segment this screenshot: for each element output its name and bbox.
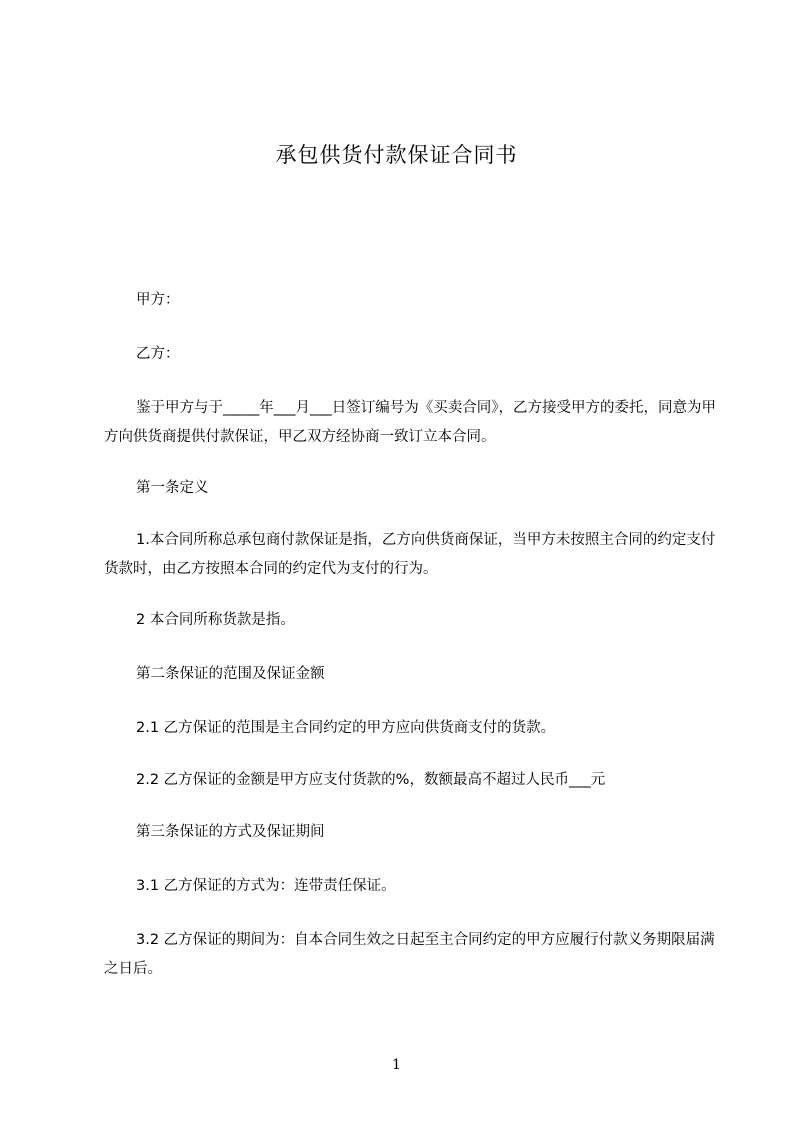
article-1-item-1: 1.本合同所称总承包商付款保证是指，乙方向供货商保证，当甲方未按照主合同的约定支付货款时，由乙方按照本合同的约定代为支付的行为。 [104, 532, 716, 577]
article-3-item-1: 3.1 乙方保证的方式为：连带责任保证。 [136, 878, 396, 894]
article-2-heading: 第二条保证的范围及保证金额 [136, 666, 325, 682]
preamble-paragraph: 鉴于甲方与于_____年___月___日签订编号为《买卖合同》，乙方接受甲方的委托，同意为甲方向供货商提供付款保证，甲乙双方经协商一致订立本合同。 [104, 400, 716, 445]
article-3-item-2: 3.2 乙方保证的期间为：自本合同生效之日起至主合同约定的甲方应履行付款义务期限届满之日后。 [104, 932, 715, 977]
party-a-line: 甲方： [136, 292, 180, 308]
article-3-heading: 第三条保证的方式及保证期间 [136, 824, 325, 840]
article-1-heading: 第一条定义 [136, 480, 209, 496]
document-title: 承包供货付款保证合同书 [275, 143, 518, 167]
article-2-item-1: 2.1 乙方保证的范围是主合同约定的甲方应向供货商支付的货款。 [136, 720, 556, 736]
article-1-item-2: 2 本合同所称货款是指。 [136, 612, 295, 628]
party-b-line: 乙方： [136, 346, 180, 362]
article-2-item-2: 2.2 乙方保证的金额是甲方应支付货款的%，数额最高不超过人民币___元 [136, 772, 606, 788]
page-number: 1 [392, 1057, 401, 1073]
